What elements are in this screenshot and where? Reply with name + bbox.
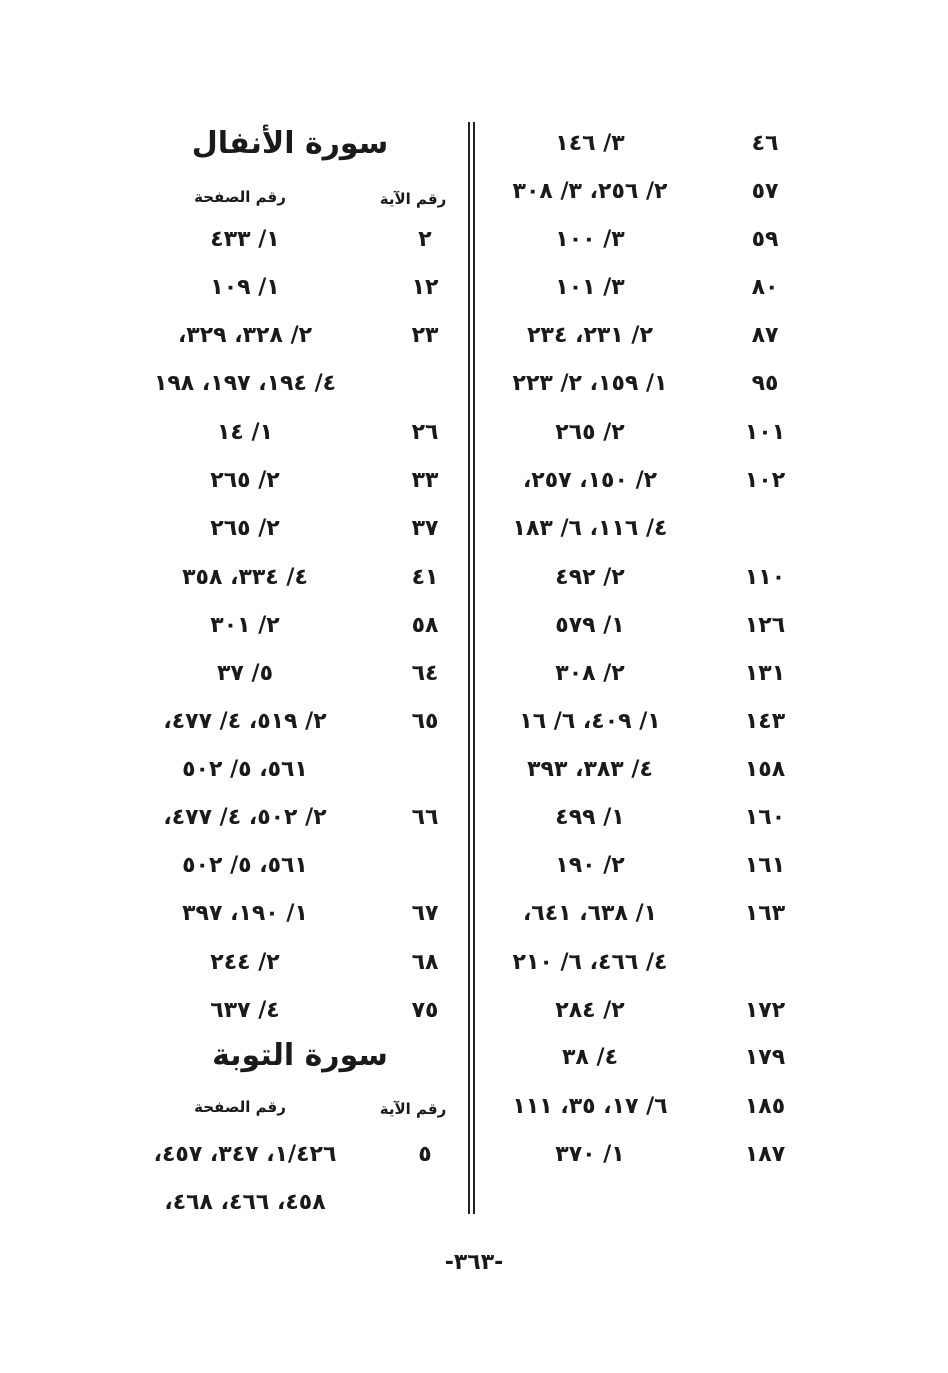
page-refs: ٢/ ٤٩٢ xyxy=(555,565,625,590)
index-row xyxy=(120,750,460,790)
header-page-number: رقم الصفحة xyxy=(194,1098,286,1116)
page-refs: ٢/ ٣٠١ xyxy=(210,613,280,638)
verse-number: ١٧٩ xyxy=(744,1045,786,1070)
page-refs: ١/ ٦٣٨، ٦٤١، xyxy=(522,901,658,926)
verse-number: ١٦٠ xyxy=(744,805,786,830)
index-row xyxy=(490,509,800,549)
page-number: -٣٦٣- xyxy=(444,1250,504,1275)
page-refs: ٢/ ٢٨٤ xyxy=(555,998,625,1023)
page-refs: ٤/ ٤٦٦، ٦/ ٢١٠ xyxy=(512,950,668,975)
verse-number: ١٨٥ xyxy=(744,1094,786,1119)
verse-number: ٥٨ xyxy=(411,613,439,638)
page-refs: ٢/ ٥٠٢، ٤/ ٤٧٧، xyxy=(163,805,327,830)
index-row xyxy=(120,894,460,934)
page-refs: ١/ ١٤ xyxy=(217,420,273,445)
verse-number: ٦٤ xyxy=(411,661,439,686)
page-refs: ١/ ٤٣٣ xyxy=(210,227,280,252)
index-row xyxy=(490,268,800,308)
header-verse-number: رقم الآية xyxy=(379,190,447,208)
index-row xyxy=(120,268,460,308)
page-refs: ١/ ٥٧٩ xyxy=(555,613,625,638)
index-row xyxy=(120,1183,460,1223)
index-row xyxy=(120,558,460,598)
page-refs: ٢/ ٣٢٨، ٣٢٩، xyxy=(177,323,313,348)
page-refs: ٢/ ١٥٠، ٢٥٧، xyxy=(522,468,658,493)
verse-number: ٥٧ xyxy=(751,179,779,204)
verse-number: ١٣١ xyxy=(744,661,786,686)
verse-number: ١٢٦ xyxy=(744,613,786,638)
index-row xyxy=(120,364,460,404)
page-refs: ٢/ ٢٥٦، ٣/ ٣٠٨ xyxy=(512,179,668,204)
index-row xyxy=(490,894,800,934)
header-page-number: رقم الصفحة xyxy=(194,188,286,206)
index-row xyxy=(120,606,460,646)
verse-number: ١٤٣ xyxy=(744,709,786,734)
index-row xyxy=(490,750,800,790)
index-row xyxy=(490,220,800,260)
index-row xyxy=(490,124,800,164)
page-refs: ١/ ١٥٩، ٢/ ٢٢٣ xyxy=(512,371,668,396)
index-row xyxy=(120,509,460,549)
verse-number: ٦٧ xyxy=(411,901,439,926)
verse-number: ١٢ xyxy=(411,275,439,300)
page-refs: ١/ ٤٩٩ xyxy=(555,805,625,830)
index-row xyxy=(490,316,800,356)
index-row xyxy=(120,991,460,1031)
index-row xyxy=(490,461,800,501)
page-refs: ٤/ ٣٨٣، ٣٩٣ xyxy=(527,757,653,782)
page-refs: ١/ ٣٧٠ xyxy=(555,1142,625,1167)
page-refs: ٣/ ١٤٦ xyxy=(555,131,625,156)
page-refs: ٤/ ٣٣٤، ٣٥٨ xyxy=(182,565,308,590)
verse-number: ٩٥ xyxy=(751,371,779,396)
index-row xyxy=(120,943,460,983)
index-row xyxy=(490,943,800,983)
page-refs: ١/ ٤٠٩، ٦/ ١٦ xyxy=(519,709,661,734)
index-row xyxy=(490,172,800,212)
verse-number: ١١٠ xyxy=(744,565,786,590)
verse-number: ٢ xyxy=(418,227,432,252)
verse-number: ١٠٢ xyxy=(744,468,786,493)
verse-number: ٦٥ xyxy=(411,709,439,734)
surah-title-anfal: سورة الأنفال xyxy=(191,126,389,161)
index-row xyxy=(120,798,460,838)
verse-number: ٥٩ xyxy=(751,227,779,252)
index-row xyxy=(120,220,460,260)
verse-number: ٦٦ xyxy=(411,805,439,830)
page-refs: ٢/ ١٩٠ xyxy=(555,853,625,878)
index-row xyxy=(490,991,800,1031)
verse-number: ٤٦ xyxy=(751,131,779,156)
page-refs: ٢/ ٢٣١، ٢٣٤ xyxy=(527,323,653,348)
verse-number: ٢٦ xyxy=(411,420,439,445)
verse-number: ١٠١ xyxy=(744,420,786,445)
page-refs: ٤٥٨، ٤٦٦، ٤٦٨، xyxy=(164,1190,326,1215)
page-refs: ٣/ ١٠١ xyxy=(555,275,625,300)
index-row xyxy=(120,1135,460,1175)
page-refs: ٢/ ٢٦٥ xyxy=(555,420,625,445)
verse-number: ١٧٢ xyxy=(744,998,786,1023)
page-refs: ١/ ١٠٩ xyxy=(210,275,280,300)
index-row xyxy=(490,702,800,742)
page-refs: ٤/ ٣٨ xyxy=(562,1045,618,1070)
page-refs: ٢/ ٢٦٥ xyxy=(210,468,280,493)
verse-number: ٥ xyxy=(418,1142,432,1167)
index-row xyxy=(490,1038,800,1078)
page-refs: ٢/ ٢٦٥ xyxy=(210,516,280,541)
page-refs: ٤/ ٦٣٧ xyxy=(210,998,280,1023)
index-row xyxy=(490,654,800,694)
page-refs: ٦/ ١٧، ٣٥، ١١١ xyxy=(512,1094,668,1119)
page-refs: ١/٤٢٦، ٣٤٧، ٤٥٧، xyxy=(153,1142,337,1167)
index-row xyxy=(490,846,800,886)
verse-number: ٣٧ xyxy=(411,516,439,541)
page-refs: ٥٦١، ٥/ ٥٠٢ xyxy=(182,853,308,878)
column-divider xyxy=(468,122,475,1214)
verse-number: ٣٣ xyxy=(411,468,439,493)
page-refs: ٢/ ٣٠٨ xyxy=(555,661,625,686)
verse-number: ٢٣ xyxy=(411,323,439,348)
index-row xyxy=(120,316,460,356)
index-row xyxy=(490,1087,800,1127)
index-row xyxy=(490,798,800,838)
verse-number: ٨٧ xyxy=(751,323,779,348)
page-refs: ٥٦١، ٥/ ٥٠٢ xyxy=(182,757,308,782)
page-refs: ٢/ ٢٤٤ xyxy=(210,950,280,975)
verse-number: ١٦١ xyxy=(744,853,786,878)
surah-title-tawbah: سورة التوبة xyxy=(212,1038,388,1073)
page-refs: ٢/ ٥١٩، ٤/ ٤٧٧، xyxy=(163,709,327,734)
index-row xyxy=(490,413,800,453)
index-row xyxy=(120,413,460,453)
index-row xyxy=(120,654,460,694)
index-row xyxy=(120,846,460,886)
verse-number: ٦٨ xyxy=(411,950,439,975)
page-refs: ٤/ ١١٦، ٦/ ١٨٣ xyxy=(512,516,668,541)
index-row xyxy=(490,364,800,404)
verse-number: ١٦٣ xyxy=(744,901,786,926)
verse-number: ١٥٨ xyxy=(744,757,786,782)
verse-number: ١٨٧ xyxy=(744,1142,786,1167)
index-row xyxy=(490,558,800,598)
verse-number: ٨٠ xyxy=(751,275,779,300)
verse-number: ٤١ xyxy=(411,565,439,590)
index-row xyxy=(490,1135,800,1175)
verse-number: ٧٥ xyxy=(411,998,439,1023)
index-row xyxy=(120,702,460,742)
header-verse-number: رقم الآية xyxy=(379,1100,447,1118)
page-refs: ١/ ١٩٠، ٣٩٧ xyxy=(182,901,308,926)
page-refs: ٣/ ١٠٠ xyxy=(555,227,625,252)
index-row xyxy=(490,606,800,646)
index-row xyxy=(120,461,460,501)
page-refs: ٥/ ٣٧ xyxy=(217,661,273,686)
page-refs: ٤/ ١٩٤، ١٩٧، ١٩٨ xyxy=(153,371,337,396)
